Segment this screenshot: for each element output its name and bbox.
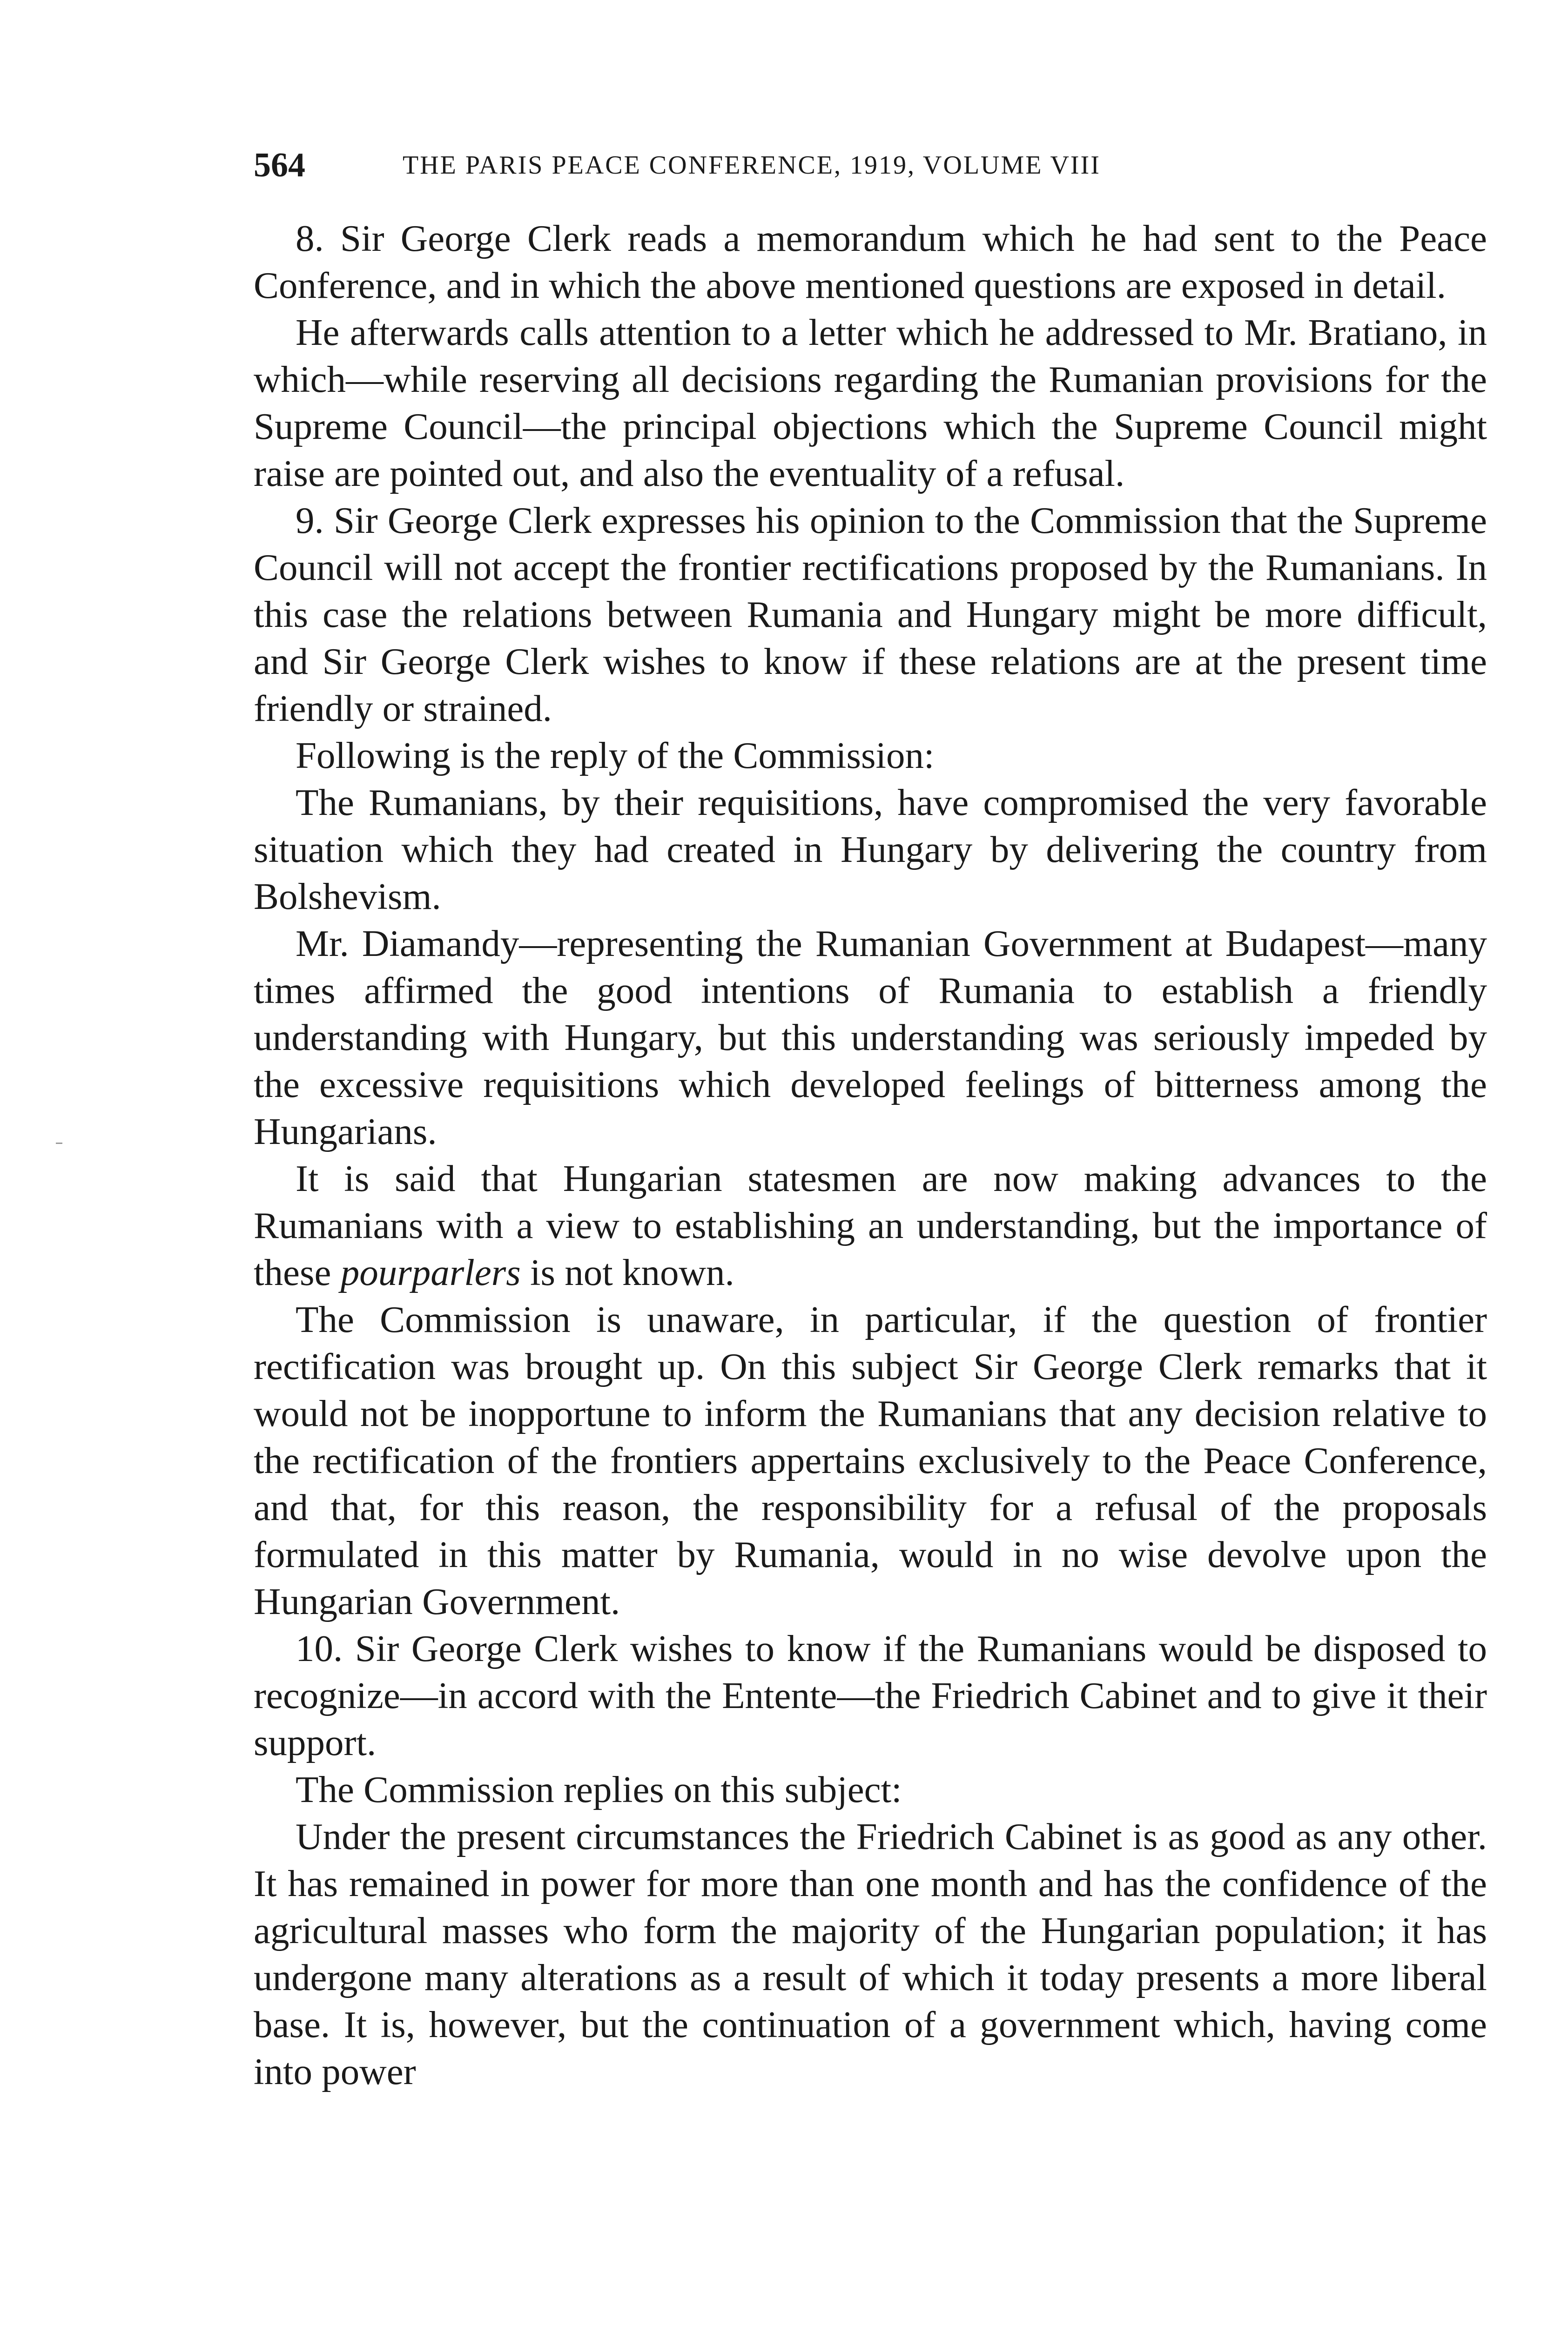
stray-mark xyxy=(56,1143,62,1144)
paragraph-text: is not known. xyxy=(520,1251,734,1293)
paragraph-item-10 xyxy=(254,1625,1487,1766)
paragraph-text: Under the present circumstances the Friedrich Cabinet is as good as any other. It has remained in power for more than one month and has the confidence of the agricultural masses who form the majority of the Hungarian population; it has undergone many alterations as a result of which it today presents a more liberal base. It is, however, but the continuation of a government which, having come into power xyxy=(254,1816,1487,2092)
paragraph-text: 8. Sir George Clerk reads a memorandum which he had sent to the Peace Conference, and in which the above mentioned questions are exposed in detail. xyxy=(254,217,1487,306)
paragraph-text: 9. Sir George Clerk expresses his opinion to the Commission that the Supreme Council will not accept the frontier rectifications proposed by the Rumanians. In this case the relations between Rumania and Hungary might be more difficult, and Sir George Clerk wishes to know if these relations are at the present time friendly or strained. xyxy=(254,499,1487,729)
paragraph-text: The Commission is unaware, in particular, if the question of frontier rectification was brought up. On this subject Sir George Clerk remarks that it would not be inopportune to inform the Rumanians that any decision relative to the rectification of the frontiers appertains exclusively to the Peace Conference, and that, for this reason, the responsibility for a refusal of the proposals formulated in this matter by Rumania, would in no wise devolve upon the Hungarian Government. xyxy=(254,1298,1487,1622)
paragraph-rumanian-requisitions xyxy=(254,779,1487,920)
paragraph-item-8 xyxy=(254,215,1487,309)
page-header xyxy=(254,140,1487,191)
paragraph-text: Following is the reply of the Commission: xyxy=(296,734,935,776)
paragraph-mr-diamandy xyxy=(254,920,1487,1155)
paragraph-letter-to-bratiano xyxy=(254,309,1487,497)
paragraph-friedrich-cabinet xyxy=(254,1813,1487,2095)
paragraph-text: It is said that Hungarian statesmen are now making advances to the Rumanians with a view to establishing an understanding, but the importance of these xyxy=(254,1157,1487,1293)
page-number: 564 xyxy=(254,146,305,184)
paragraph-text: He afterwards calls attention to a letter which he addressed to Mr. Bratiano, in which—while reserving all decisions regarding the Rumanian provisions for the Supreme Council—the principal objections which the Supreme Council might raise are pointed out, and also the eventuality of a refusal. xyxy=(254,311,1487,494)
paragraph-text: Mr. Diamandy—representing the Rumanian Government at Budapest—many times affirmed the good intentions of Rumania to establish a friendly understanding with Hungary, but this understanding was seriously impeded by the excessive requisitions which developed feelings of bitterness among the Hungarians. xyxy=(254,922,1487,1152)
paragraph-frontier-rectification xyxy=(254,1296,1487,1625)
paragraph-commission-replies xyxy=(254,1766,1487,1813)
paragraph-italic-text: pourparlers xyxy=(340,1251,521,1293)
paragraph-text: 10. Sir George Clerk wishes to know if the Rumanians would be disposed to recognize—in accord with the Entente—the Friedrich Cabinet and to give it their support. xyxy=(254,1628,1487,1763)
paragraph-commission-reply-intro xyxy=(254,732,1487,779)
running-head: THE PARIS PEACE CONFERENCE, 1919, VOLUME VIII xyxy=(403,151,1101,180)
paragraph-text: The Commission replies on this subject: xyxy=(296,1769,902,1810)
paragraph-hungarian-statesmen xyxy=(254,1155,1487,1296)
body-text xyxy=(254,215,1487,2095)
paragraph-item-9 xyxy=(254,497,1487,732)
paragraph-text: The Rumanians, by their requisitions, have compromised the very favorable situation which they had created in Hungary by delivering the country from Bolshevism. xyxy=(254,781,1487,917)
